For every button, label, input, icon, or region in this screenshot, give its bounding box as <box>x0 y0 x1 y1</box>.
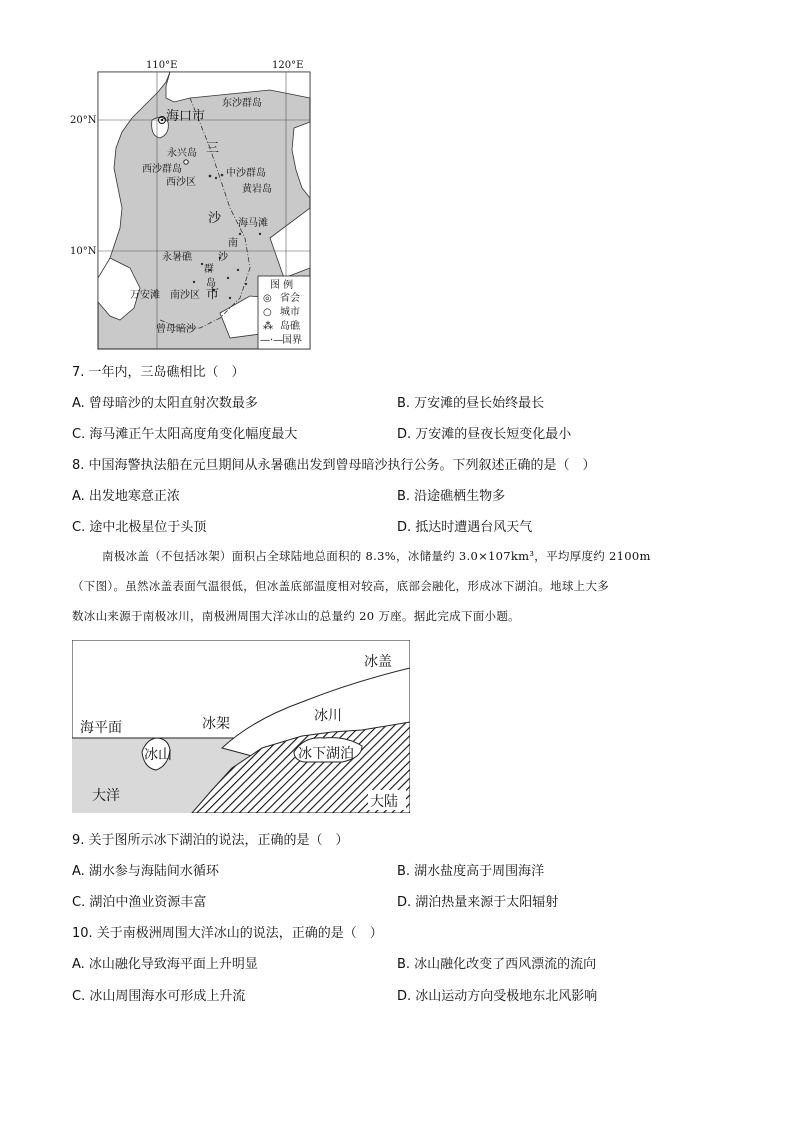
q7-stem: 7. 一年内，三岛礁相比（ ） <box>72 365 245 380</box>
q9-option-a[interactable]: A. 湖水参与海陆间水循环 <box>72 864 219 879</box>
q8-option-d[interactable]: D. 抵达时遭遇台风天气 <box>397 520 533 535</box>
q10-stem: 10. 关于南极洲周围大洋冰山的说法，正确的是（ ） <box>72 926 383 941</box>
label-yongshu: 永暑礁 <box>162 252 192 263</box>
passage-line-3: 数冰山来源于南极冰川，南极洲周围大洋冰山的总量约 20 万座。据此完成下面小题。 <box>72 609 520 623</box>
city-marker <box>184 160 188 164</box>
legend-title: 图 例 <box>270 280 294 291</box>
label-zhongsha: 中沙群岛 <box>226 168 266 179</box>
map-legend <box>258 276 310 349</box>
label-nansha-1: 南 <box>228 238 238 249</box>
label-sub-lake: 冰下湖泊 <box>298 746 354 762</box>
label-dongsha: 东沙群岛 <box>222 98 262 109</box>
label-continent: 大陆 <box>370 794 398 810</box>
q10-option-d[interactable]: D. 冰山运动方向受极地东北风影响 <box>397 989 598 1004</box>
label-nansha-3: 群 <box>204 264 214 275</box>
label-ocean: 大洋 <box>92 788 120 804</box>
south-china-sea-map <box>70 58 320 354</box>
q10-option-c[interactable]: C. 冰山周围海水可形成上升流 <box>72 989 246 1004</box>
q7-option-c[interactable]: C. 海马滩正午太阳高度角变化幅度最大 <box>72 427 298 442</box>
label-yongxing: 永兴岛 <box>167 148 197 159</box>
q10-option-b[interactable]: B. 冰山融化改变了西风漂流的流向 <box>397 957 597 972</box>
legend-symbol-city: ○ <box>263 307 272 318</box>
q7-option-a[interactable]: A. 曾母暗沙的太阳直射次数最多 <box>72 396 258 411</box>
q8-option-a[interactable]: A. 出发地寒意正浓 <box>72 489 180 504</box>
label-huangyan: 黄岩岛 <box>242 184 272 195</box>
legend-label-capital: 省会 <box>280 293 300 304</box>
q9-option-b[interactable]: B. 湖水盐度高于周围海洋 <box>397 864 545 879</box>
lon-label-110: 110°E <box>146 60 178 71</box>
label-xisha-qundao: 西沙群岛 <box>142 164 182 175</box>
lat-label-10: 10°N <box>70 246 97 257</box>
label-wanan: 万安滩 <box>130 290 160 301</box>
q9-option-c[interactable]: C. 湖泊中渔业资源丰富 <box>72 895 207 910</box>
q10-option-a[interactable]: A. 冰山融化导致海平面上升明显 <box>72 957 258 972</box>
label-haikou: 海口市 <box>166 109 206 124</box>
passage-line-2: （下图）。虽然冰盖表面气温很低，但冰盖底部温度相对较高，底部会融化，形成冰下湖泊。地球上大多 <box>72 579 610 593</box>
legend-symbol-border: —·— <box>260 335 284 346</box>
label-zengmu: 曾母暗沙 <box>156 324 196 335</box>
legend-symbol-capital: ◎ <box>263 293 272 304</box>
q9-option-d[interactable]: D. 湖泊热量来源于太阳辐射 <box>397 895 559 910</box>
q7-option-d[interactable]: D. 万安滩的昼夜长短变化最小 <box>397 427 572 442</box>
legend-label-city: 城市 <box>280 307 300 318</box>
legend-label-reef: 岛礁 <box>280 321 300 332</box>
legend-label-border: 国界 <box>282 335 302 346</box>
q8-stem: 8. 中国海警执法船在元旦期间从永暑礁出发到曾母暗沙执行公务。下列叙述正确的是（ ） <box>72 458 596 473</box>
label-glacier: 冰川 <box>314 708 342 724</box>
label-sansha-3: 市 <box>206 287 220 302</box>
legend-symbol-reef: ⁂ <box>263 321 273 332</box>
q7-option-b[interactable]: B. 万安滩的昼长始终最长 <box>397 396 545 411</box>
label-iceberg: 冰山 <box>144 747 172 763</box>
lon-label-120: 120°E <box>272 60 304 71</box>
label-nansha-2: 沙 <box>218 252 228 263</box>
antarctic-ice-diagram <box>72 640 410 813</box>
label-sansha-2: 沙 <box>208 211 222 226</box>
q8-option-c[interactable]: C. 途中北极星位于头顶 <box>72 520 207 535</box>
label-nansha-qu: 南沙区 <box>170 290 200 301</box>
lat-label-20: 20°N <box>70 115 97 126</box>
label-ice-shelf: 冰架 <box>202 716 230 732</box>
q8-option-b[interactable]: B. 沿途礁栖生物多 <box>397 489 506 504</box>
label-haima: 海马滩 <box>238 218 268 229</box>
q9-stem: 9. 关于图所示冰下湖泊的说法，正确的是（ ） <box>72 833 349 848</box>
label-sansha-1: 三 <box>206 141 220 156</box>
label-sea-level: 海平面 <box>80 720 122 736</box>
label-ice-sheet: 冰盖 <box>364 654 392 670</box>
label-nansha-4: 岛 <box>206 278 216 289</box>
passage-line-1: 南极冰盖（不包括冰架）面积占全球陆地总面积的 8.3%，冰储量约 3.0×107km³，平均厚度约 2100m <box>102 549 651 563</box>
label-xisha-qu: 西沙区 <box>166 177 196 188</box>
